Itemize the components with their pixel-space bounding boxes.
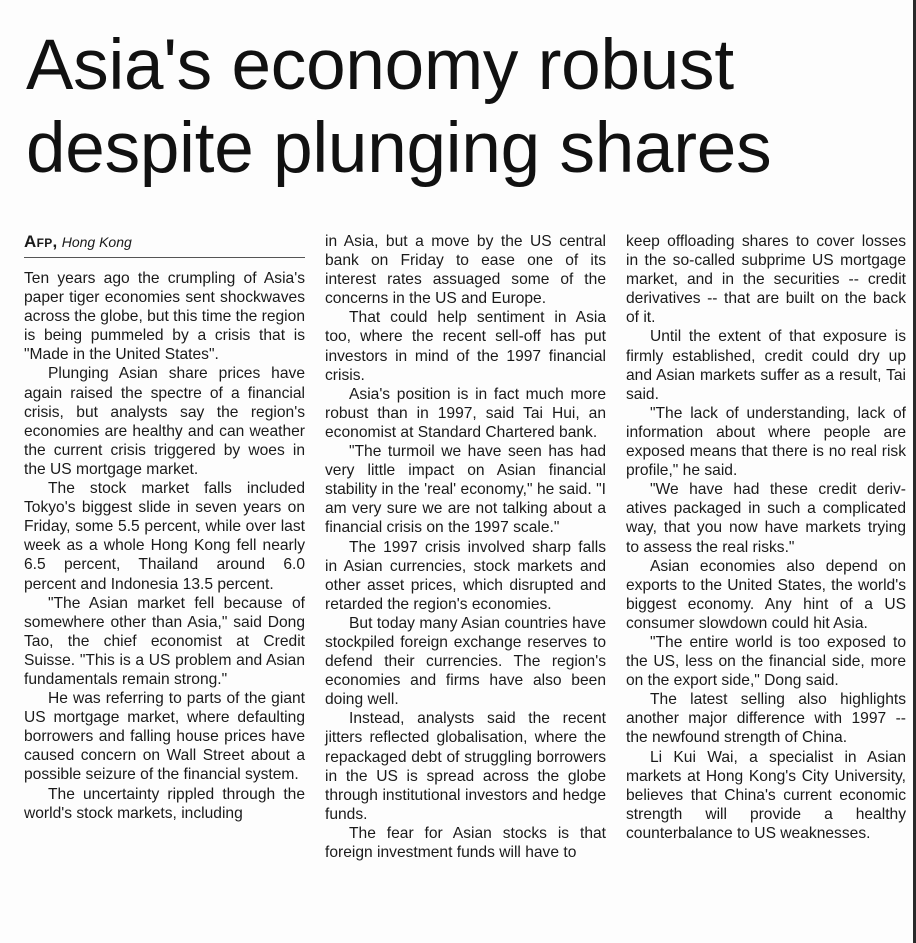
paragraph: "The turmoil we have seen has had very little impact on Asian financial stability in the 'real' economy," he said. "I am very sure we are not talking about a financial crisis on the 1997 scale."	[325, 443, 606, 537]
article-column-2	[325, 232, 606, 862]
paragraph: The latest selling also highlights another major difference with 1997 -- the newfound strength of China.	[626, 691, 906, 747]
paragraph: He was referring to parts of the giant US mortgage market, where defaulting borrowers and falling house prices have caused concern on Wall Street about a possible seizure of the financial system.	[24, 690, 305, 784]
paragraph: Asia's position is in fact much more robust than in 1997, said Tai Hui, an economist at Standard Chartered bank.	[325, 385, 606, 441]
paragraph: The uncertainty rippled through the world's stock markets, including	[24, 785, 305, 822]
paragraph: The stock market falls included Tokyo's biggest slide in seven years on Friday, some 5.5 percent, while over last week as a whole Hong Kong fell nearly 6.5 percent, Thailand around 6.0 percent and Indonesia 13.5 percent.	[24, 480, 305, 593]
paragraph: That could help sentiment in Asia too, where the recent sell-off has put investors in mind of the 1997 financial crisis.	[325, 309, 606, 384]
headline	[26, 24, 906, 190]
byline	[24, 232, 305, 258]
headline-line-1: Asia's economy robust	[26, 26, 734, 105]
paragraph: "The Asian market fell because of somewhere other than Asia," said Dong Tao, the chief economist at Credit Suisse. "This is a US problem and Asian fundamentals remain strong."	[24, 594, 305, 688]
paragraph: "The entire world is too exposed to the US, less on the financial side, more on the export side," Dong said.	[626, 633, 906, 690]
byline-location: Hong Kong	[61, 234, 132, 250]
paragraph: Plunging Asian share prices have again raised the spectre of a financial crisis, but analysts say the region's economies are healthy and can weather the current crisis triggered by woes in the US mortgage market.	[24, 365, 305, 478]
paragraph: Until the extent of that exposure is firmly established, credit could dry up and Asian markets suffer as a result, Tai said.	[626, 328, 906, 403]
paragraph: Instead, analysts said the recent jitters reflected globalisation, where the repackaged debt of struggling borrowers in the US is spread across the globe through institutional investors and hedge funds.	[325, 710, 606, 823]
paragraph: But today many Asian countries have stockpiled foreign exchange reserves to defend their currencies. The region's economies and firms have also been doing well.	[325, 614, 606, 709]
paragraph-continued: keep offloading shares to cover losses in the so-called subprime US mortgage market, and in the securities -- credit derivatives -- that are built on the back of it.	[626, 233, 906, 327]
paragraph: The 1997 crisis involved sharp falls in Asian currencies, stock markets and other asset prices, which disrupted and retarded the region's economies.	[325, 538, 606, 613]
article-column-3	[626, 232, 906, 843]
paragraph: Ten years ago the crumpling of Asia's paper tiger economies sent shockwaves across the globe, but this time the region is being pummeled by a crisis that is "Made in the United States".	[24, 270, 305, 364]
paragraph: "We have had these credit derivatives packaged in such a complicated way, that you now have markets trying to assess the real risks."	[626, 481, 906, 556]
byline-agency: Afp,	[24, 232, 58, 251]
paragraph: Asian economies also depend on exports to the United States, the world's biggest economy. Any hint of a US consumer slowdown could hit Asia.	[626, 557, 906, 632]
paragraph: "The lack of understanding, lack of information about where people are exposed means that there is no real risk profile," he said.	[626, 404, 906, 480]
paragraph: Li Kui Wai, a specialist in Asian markets at Hong Kong's City University, believes that China's current economic strength will provide a healthy counterbalance to US weaknesses.	[626, 748, 906, 842]
headline-line-2: despite plunging shares	[26, 109, 772, 188]
paragraph-continued: in Asia, but a move by the US central bank on Friday to ease one of its interest rates assuaged some of the concerns in the US and Europe.	[325, 233, 606, 308]
paragraph: The fear for Asian stocks is that foreign investment funds will have to	[325, 824, 606, 861]
article-column-1	[24, 232, 305, 823]
